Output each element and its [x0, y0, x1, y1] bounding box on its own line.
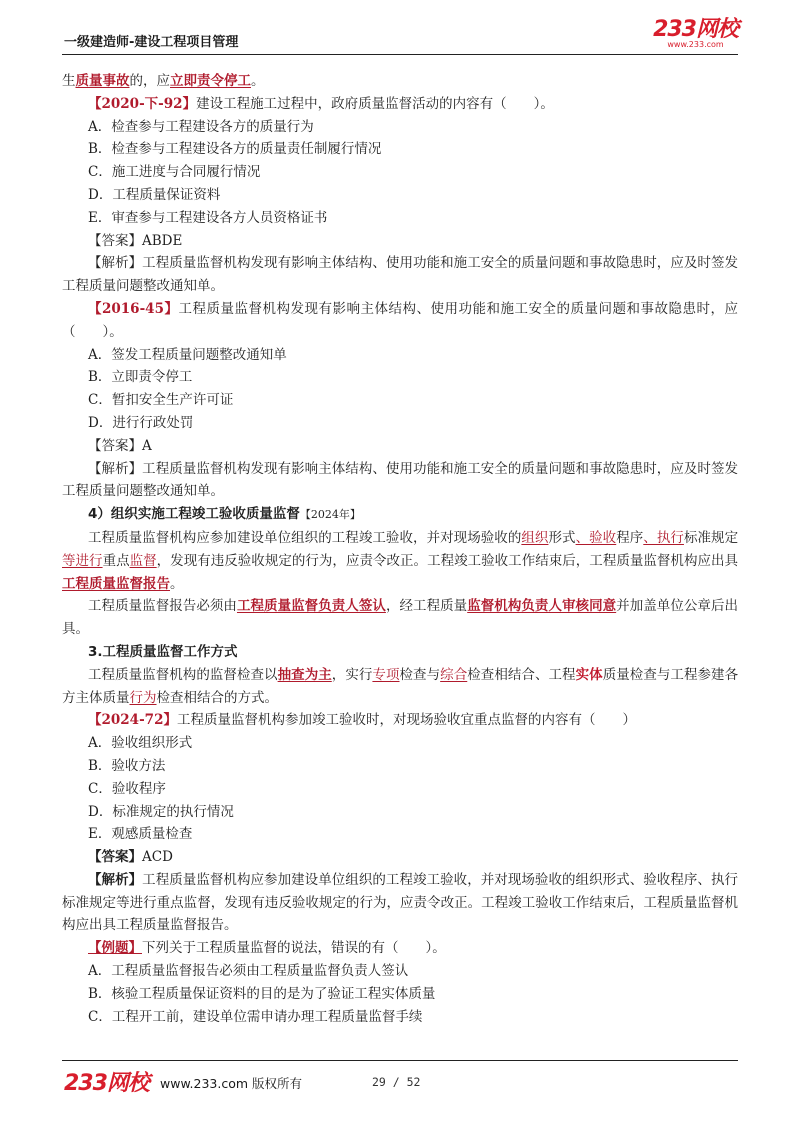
answer-line [62, 846, 738, 869]
question-text: 建设工程施工过程中，政府质量监督活动的内容有（ ）。 [196, 95, 554, 112]
text: 检查相结合、工程 [467, 666, 576, 683]
section-paragraph [62, 664, 738, 710]
option-b: B．核验工程质量保证资料的目的是为了验证工程实体质量 [88, 985, 436, 1002]
answer-label: 【答案】 [88, 232, 142, 249]
analysis-text: 工程质量监督机构发现有影响主体结构、使用功能和施工安全的质量问题和事故隐患时，应及时签发工程质量问题整改通知单。 [62, 460, 739, 500]
question-2024-72 [62, 709, 738, 937]
question-text: 工程质量监督机构参加竣工验收时，对现场验收宜重点监督的内容有（ ） [176, 712, 636, 729]
intro-line [62, 70, 738, 93]
highlight: 、验收 [575, 529, 617, 546]
question-2016-45 [62, 298, 738, 503]
question-tag: 【2020-下-92】 [88, 95, 197, 112]
question-example [62, 937, 738, 1028]
page-content [62, 70, 738, 1028]
highlight-quality-accident: 质量事故 [75, 73, 130, 89]
question-tag: 【2024-72】 [88, 712, 177, 729]
section-paragraph-2 [62, 595, 738, 641]
text: 工程质量监督报告必须由 [88, 598, 237, 615]
text: 工程质量监督机构的监督检查以 [88, 666, 278, 683]
text: 工程质量监督机构应参加建设单位组织的工程竣工验收，并对现场验收的 [88, 529, 522, 546]
answer-label: 【答案】 [88, 437, 142, 454]
logo-url: www.233.com [667, 40, 724, 49]
option-c: C．暂扣安全生产许可证 [88, 392, 234, 409]
page-number: 29 / 52 [372, 1075, 421, 1089]
text: ，发现有违反验收规定的行为，应责令改正。工程竣工验收工作结束后，工程质量监督机构应出具 [156, 552, 739, 569]
option-d: D．工程质量保证资料 [88, 186, 221, 203]
answer-line [62, 435, 738, 458]
highlight: 行为 [129, 689, 157, 706]
text: 并加盖单位公章后出具。 [62, 598, 739, 638]
answer-label: 【答案】 [88, 849, 142, 866]
question-text: 工程质量监督机构发现有影响主体结构、使用功能和施工安全的质量问题和事故隐患时，应（ ）。 [62, 300, 738, 340]
option-a: A．签发工程质量问题整改通知单 [88, 346, 287, 363]
question-stem [62, 93, 738, 116]
text: 形式 [548, 529, 576, 546]
answer-line [62, 230, 738, 253]
footer-logo[interactable]: 233网校 [64, 1071, 149, 1096]
highlight: 组织 [521, 529, 549, 546]
question-text: 下列关于工程质量监督的说法，错误的有（ ）。 [142, 940, 446, 957]
highlight: 监督 [129, 552, 157, 569]
copyright-text: www.233.com 版权所有 [160, 1076, 302, 1091]
analysis-line [62, 869, 738, 937]
logo-text: 233网校 [653, 17, 738, 42]
option-a: A．工程质量监督报告必须由工程质量监督负责人签认 [88, 963, 409, 980]
section-supervision-method [62, 641, 738, 709]
text: 检查相结合的方式。 [156, 689, 278, 706]
analysis-label: 【解析】 [88, 871, 143, 888]
heading-text: 4）组织实施工程竣工验收质量监督 [88, 506, 300, 523]
analysis-line [62, 458, 738, 504]
section-completion-acceptance [62, 503, 738, 641]
highlight: 专项 [372, 666, 400, 683]
option-a: A．检查参与工程建设各方的质量行为 [88, 118, 314, 135]
text: 检查与 [399, 666, 441, 683]
text: 程序 [616, 529, 644, 546]
option-b: B．立即责令停工 [88, 369, 193, 386]
analysis-label: 【解析】 [88, 255, 143, 272]
section-heading [62, 503, 738, 527]
option-a: A．验收组织形式 [88, 735, 193, 752]
heading-text: 3.工程质量监督工作方式 [88, 643, 238, 660]
question-stem [62, 709, 738, 732]
document-title: 一级建造师-建设工程项目管理 [64, 35, 239, 50]
option-d: D．标准规定的执行情况 [88, 803, 234, 820]
footer-divider [62, 1060, 738, 1061]
highlight-stop-work: 立即责令停工 [170, 73, 251, 89]
analysis-label: 【解析】 [88, 460, 143, 477]
text: 重点 [102, 552, 130, 569]
section-paragraph-1 [62, 527, 738, 595]
option-e: E．观感质量检查 [88, 826, 193, 843]
option-c: C．验收程序 [88, 780, 166, 797]
question-2020-92 [62, 93, 738, 298]
highlight: 监督机构负责人审核同意 [467, 598, 617, 615]
answer-value: ACD [142, 849, 173, 866]
text: 质量检查与工程参建各方主体质量 [62, 666, 739, 706]
text: 。 [251, 73, 265, 89]
analysis-line [62, 252, 738, 298]
answer-value: A [142, 437, 152, 454]
header-divider [62, 54, 738, 55]
section-heading [62, 641, 738, 664]
answer-value: ABDE [142, 232, 183, 249]
option-c: C．工程开工前，建设单位需申请办理工程质量监督手续 [88, 1008, 423, 1025]
text: 的，应 [129, 73, 170, 89]
highlight: 抽查为主 [277, 666, 332, 683]
text: ，实行 [331, 666, 373, 683]
highlight: 等进行 [62, 552, 103, 569]
highlight: 综合 [440, 666, 468, 683]
question-stem [62, 298, 738, 344]
question-stem [62, 937, 738, 960]
text: ，经工程质量 [385, 598, 468, 615]
option-c: C．施工进度与合同履行情况 [88, 164, 261, 181]
highlight: 、执行 [643, 529, 684, 546]
option-d: D．进行行政处罚 [88, 414, 194, 431]
year-badge: 【2024年】 [299, 508, 361, 522]
option-b: B．检查参与工程建设各方的质量责任制履行情况 [88, 141, 382, 158]
text: 标准规定 [683, 529, 739, 546]
analysis-text: 工程质量监督机构发现有影响主体结构、使用功能和施工安全的质量问题和事故隐患时，应及时签发工程质量问题整改通知单。 [62, 255, 739, 295]
analysis-text: 工程质量监督机构应参加建设单位组织的工程竣工验收，并对现场验收的组织形式、验收程序、执行标准规定等进行重点监督，发现有违反验收规定的行为，应责令改正。工程竣工验收工作结束后，工程质量监督机构应出具工程质量监督报告。 [62, 871, 739, 934]
highlight: 工程质量监督报告 [62, 575, 170, 592]
text: 生 [62, 73, 76, 89]
question-tag: 【例题】 [88, 940, 142, 957]
question-tag: 【2016-45】 [88, 300, 179, 317]
brand-logo[interactable] [653, 18, 738, 49]
option-b: B．验收方法 [88, 757, 166, 774]
text: 。 [170, 575, 184, 592]
highlight: 工程质量监督负责人签认 [236, 598, 386, 615]
option-e: E．审查参与工程建设各方人员资格证书 [88, 209, 328, 226]
highlight: 实体 [575, 666, 603, 683]
